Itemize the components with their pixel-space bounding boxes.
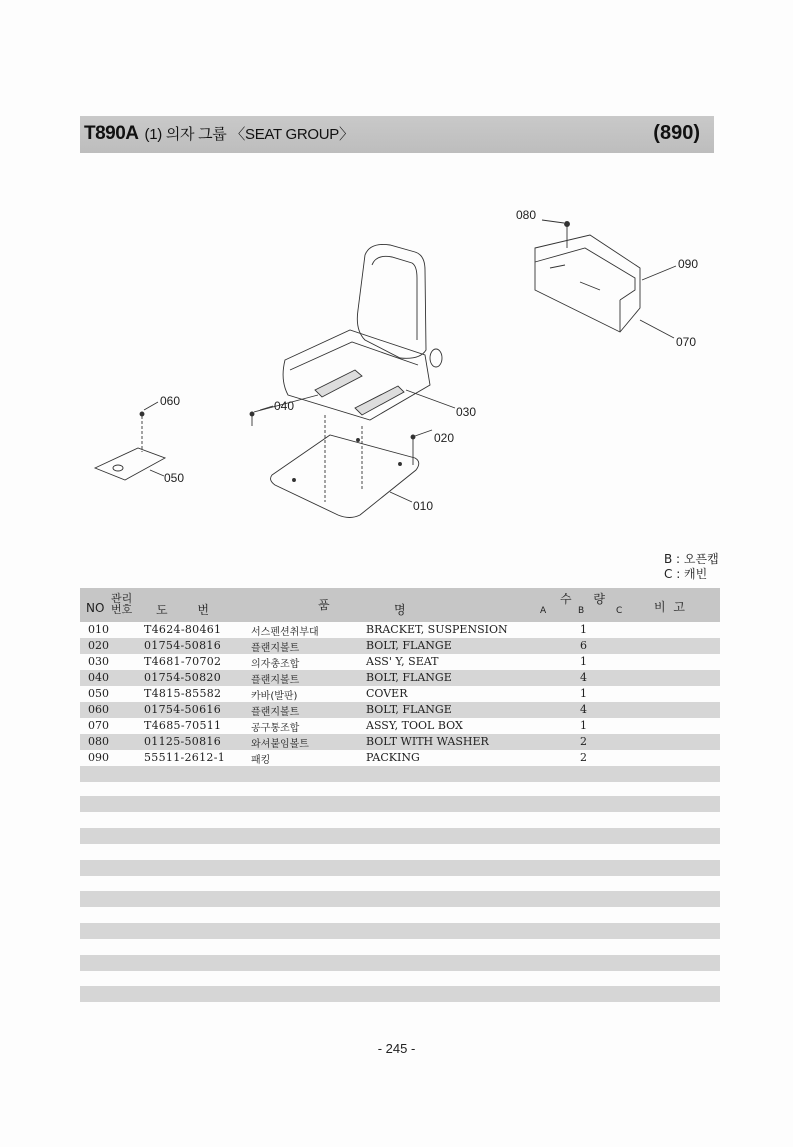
callout-030: 030 (456, 405, 477, 419)
table-row: 080 01125-50816 와셔붙임볼트 BOLT WITH WASHER 2 (80, 734, 720, 750)
callout-020: 020 (434, 431, 455, 445)
table-row: 010 T4624-80461 서스펜션취부대 BRACKET, SUSPENSION 1 (88, 623, 587, 638)
table-row: 040 01754-50820 플랜지볼트 BOLT, FLANGE 4 (80, 670, 720, 686)
parts-table-header (80, 588, 720, 622)
header-item: 품 (318, 598, 330, 612)
cover-outline (95, 448, 165, 480)
model-code: T890A (84, 123, 139, 144)
plate-outline (271, 435, 419, 518)
legend-b: B : 오픈캡 (664, 552, 719, 566)
table-row: 060 01754-50616 플랜지볼트 BOLT, FLANGE 4 (80, 702, 720, 718)
callout-070: 070 (676, 335, 697, 349)
callout-050: 050 (164, 471, 185, 485)
table-row: 070 T4685-70511 공구통조합 ASSY, TOOL BOX 1 (88, 719, 587, 734)
empty-row (80, 955, 720, 971)
table-row: 050 T4815-85582 카바(발판) COVER 1 (88, 687, 587, 702)
header-mgmt-no: 관리 번호 (111, 592, 133, 616)
table-row: 090 55511-2612-1 패킹 PACKING 2 (88, 751, 587, 766)
header-remarks: 비 고 (654, 600, 685, 614)
header-qty-c: C (616, 606, 623, 616)
section-title: (1) 의자 그룹 〈SEAT GROUP〉 (144, 126, 354, 143)
empty-row (80, 860, 720, 876)
header-drawing-no: 도 번 (156, 603, 209, 617)
page-title (84, 123, 354, 145)
legend-c: C : 캐빈 (664, 567, 708, 581)
seat-backrest-outline (357, 244, 426, 358)
table-row: 020 01754-50816 플랜지볼트 BOLT, FLANGE 6 (80, 638, 720, 654)
header-name: 명 (394, 603, 406, 617)
table-row: 030 T4681-70702 의자총조합 ASS' Y, SEAT 1 (88, 655, 587, 670)
page-number: - 245 - (377, 1041, 416, 1056)
callout-090: 090 (678, 257, 699, 271)
header-no: NO (86, 601, 105, 615)
title-bar (80, 116, 714, 153)
empty-row (80, 766, 720, 782)
callout-040: 040 (274, 399, 295, 413)
group-code: (890) (653, 122, 700, 144)
header-qty: 수 량 (560, 592, 605, 606)
callout-080: 080 (516, 208, 537, 222)
empty-row (80, 891, 720, 907)
callout-010: 010 (413, 499, 434, 513)
variant-legend (664, 552, 719, 582)
header-qty-b: B (578, 606, 585, 616)
callout-060: 060 (160, 394, 181, 408)
header-qty-a: A (540, 606, 547, 616)
empty-row (80, 986, 720, 1002)
empty-row (80, 828, 720, 844)
empty-row (80, 923, 720, 939)
empty-row (80, 796, 720, 812)
exploded-parts-diagram (80, 190, 720, 530)
